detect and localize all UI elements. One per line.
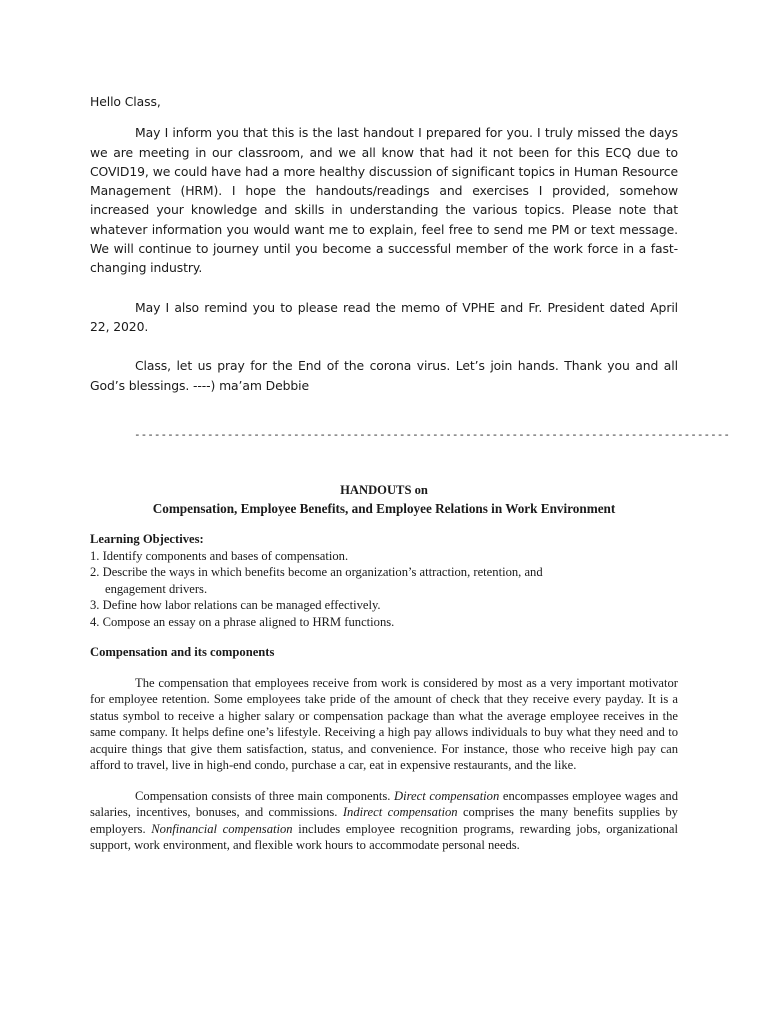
handout-title: Compensation, Employee Benefits, and Employee Relations in Work Environment	[152, 500, 616, 516]
letter-paragraph-1: May I inform you that this is the last handout I prepared for you. I truly missed the days we are meeting in our classroom, and we all know that had it not been for this ECQ due to COVID19, we could have had a more healthy discussion of significant topics in Human Resource Management (HRM). I hope the handouts/readings and exercises I provided, somehow increased your knowledge and skills in understanding the various topics. Please note that whatever information you would want me to explain, feel free to send me PM or text message. We will continue to journey until you become a successful member of the work force in a fast-changing industry.	[90, 125, 678, 276]
objective-item: 4. Compose an essay on a phrase aligned to HRM functions.	[90, 614, 395, 629]
p2-term-direct: Direct compensation	[394, 788, 500, 803]
p2-text-2: encompasses employee wages and salaries, incentives, bonuses, and commissions.	[90, 788, 678, 819]
objectives-list	[90, 548, 678, 631]
handout-heading: HANDOUTS on	[340, 483, 428, 497]
letter-paragraph-2: May I also remind you to please read the memo of VPHE and Fr. President dated April 22, 2020.	[90, 299, 678, 334]
objectives-heading: Learning Objectives:	[90, 532, 204, 546]
objective-text: 2. Describe the ways in which benefits become an organization’s attraction, retention, and	[90, 565, 543, 579]
section-heading: Compensation and its components	[90, 645, 275, 659]
p2-text-4: includes employee recognition programs, rewarding jobs, organizational support, work environment, and flexible work hours to accommodate personal needs.	[90, 821, 679, 852]
objective-item: 1. Identify components and bases of compensation.	[90, 548, 349, 563]
p2-term-indirect: Indirect compensation	[342, 805, 458, 819]
p2-term-nonfinancial: Nonfinancial compensation	[151, 821, 293, 836]
letter-paragraph-3: Class, let us pray for the End of the corona virus. Let’s join hands. Thank you and all God’s blessings. ----) ma’am Debbie	[90, 358, 678, 393]
section-paragraph-2	[90, 788, 678, 854]
letter-section	[90, 92, 678, 395]
p2-text-1: Compensation consists of three main components.	[135, 788, 395, 803]
objective-item: 3. Define how labor relations can be managed effectively.	[90, 598, 381, 612]
objective-continuation: engagement drivers.	[105, 581, 208, 596]
dashed-separator: ------------------------------------------------------------------------------------------	[134, 428, 731, 441]
objective-item	[90, 564, 678, 597]
p2-text-3: comprises the many benefits supplies by employers.	[90, 805, 678, 836]
handout-section	[90, 482, 678, 854]
letter-greeting: Hello Class,	[90, 94, 161, 109]
section-paragraph-1: The compensation that employees receive from work is considered by most as a very important motivator for employee retention. Some employees take pride of the amount of check that they receive every payday. It is a status symbol to receive a higher salary or compensation package than what the average employee receives in the same company. It helps define one’s lifestyle. Receiving a high pay allows individuals to buy what they need and to acquire things that give them satisfaction, status, and convenience. For instance, those who receive high pay can afford to travel, live in high-end condo, purchase a car, eat in expensive restaurants, and the like.	[90, 675, 678, 772]
